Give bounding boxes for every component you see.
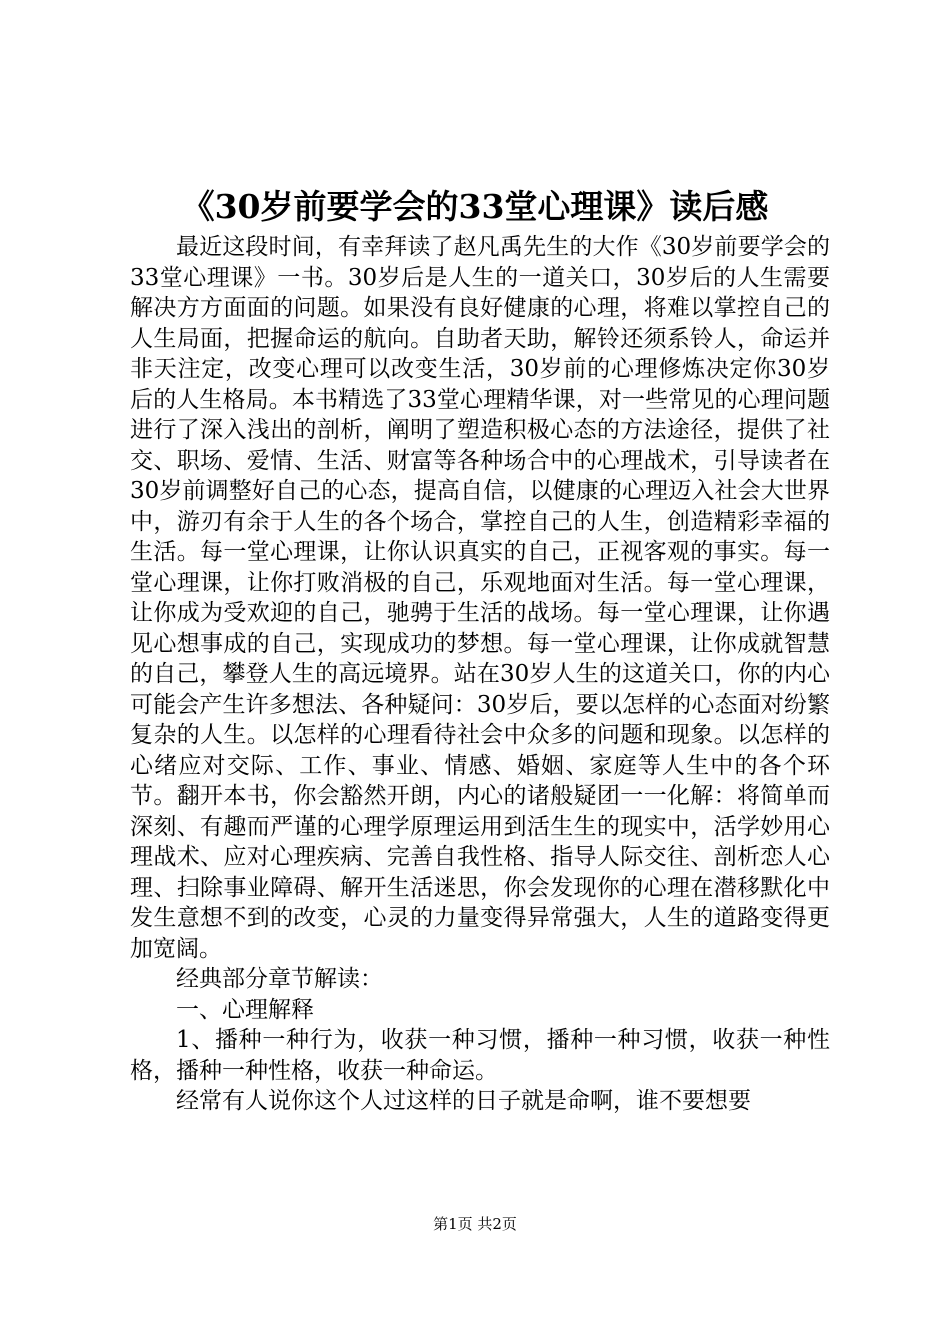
paragraph-continued: 经常有人说你这个人过这样的日子就是命啊，谁不要想要 xyxy=(176,1088,751,1114)
paragraph-section-intro: 经典部分章节解读： xyxy=(176,966,383,992)
document-body xyxy=(130,232,830,1117)
document-title: 《30岁前要学会的33堂心理课》读后感 xyxy=(181,187,769,226)
paragraph-point-1: 1、播种一种行为，收获一种习惯，播种一种习惯，收获一种性格，播种一种性格，收获一种命运。 xyxy=(130,1027,830,1084)
section-heading: 一、心理解释 xyxy=(176,996,314,1023)
page-footer: 第1页 共2页 xyxy=(433,1215,517,1233)
paragraph-intro: 最近这段时间，有幸拜读了赵凡禹先生的大作《30岁前要学会的33堂心理课》一书。30岁后是人生的一道关口，30岁后的人生需要解决方方面面的问题。如果没有良好健康的心理，将难以掌控自己的人生局面，把握命运的航向。自助者天助，解铃还须系铃人，命运并非天注定，改变心理可以改变生活，30岁前的心理修炼决定你30岁后的人生格局。本书精选了33堂心理精华课，对一些常见的心理问题进行了深入浅出的剖析，阐明了塑造积极心态的方法途径，提供了社交、职场、爱情、生活、财富等各种场合中的心理战术，引导读者在30岁前调整好自己的心态，提高自信，以健康的心理迈入社会大世界中，游刃有余于人生的各个场合，掌控自己的人生，创造精彩幸福的生活。每一堂心理课，让你认识真实的自己，正视客观的事实。每一堂心理课，让你打败消极的自己，乐观地面对生活。每一堂心理课，让你成为受欢迎的自己，驰骋于生活的战场。每一堂心理课，让你遇见心想事成的自己，实现成功的梦想。每一堂心理课，让你成就智慧的自己，攀登人生的高远境界。站在30岁人生的这道关口，你的内心可能会产生许多想法、各种疑问：30岁后，要以怎样的心态面对纷繁复杂的人生。以怎样的心理看待社会中众多的问题和现象。以怎样的心绪应对交际、工作、事业、情感、婚姻、家庭等人生中的各个环节。翻开本书，你会豁然开朗，内心的诸般疑团一一化解：将简单而深刻、有趣而严谨的心理学原理运用到活生生的现实中，活学妙用心理战术、应对心理疾病、完善自我性格、指导人际交往、剖析恋人心理、扫除事业障碍、解开生活迷思，你会发现你的心理在潜移默化中发生意想不到的改变，心灵的力量变得异常强大，人生的道路变得更加宽阔。 xyxy=(130,234,830,962)
